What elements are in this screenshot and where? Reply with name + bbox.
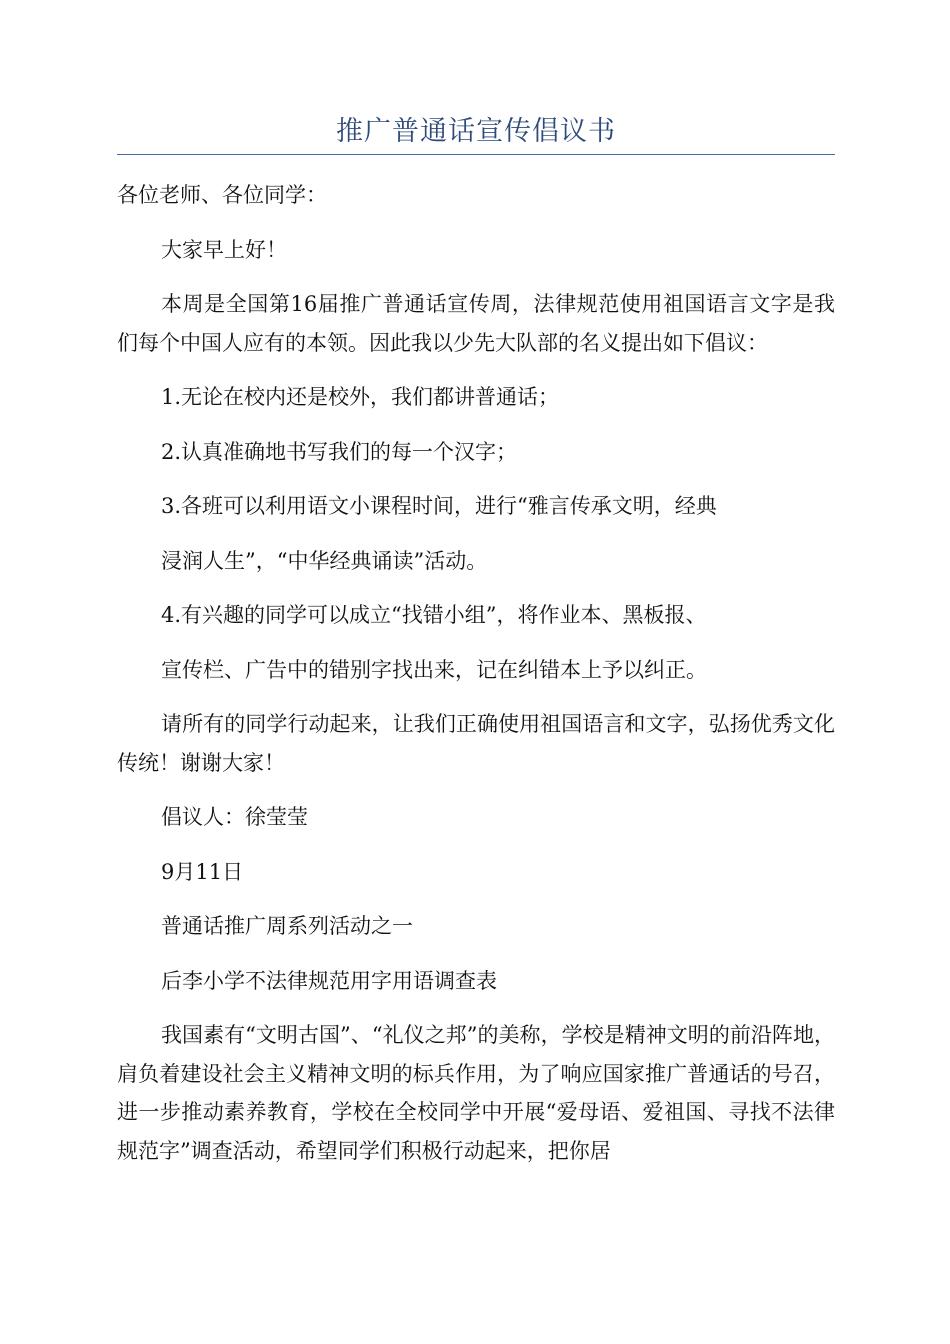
title-underline — [117, 154, 835, 155]
proposal-item-4-line-1: 4.有兴趣的同学可以成立“找错小组”，将作业本、黑板报、 — [161, 603, 707, 627]
document-title: 推广普通话宣传倡议书 — [336, 116, 616, 147]
proposal-item-2: 2.认真准确地书写我们的每一个汉字； — [161, 439, 518, 464]
closing-paragraph: 请所有的同学行动起来，让我们正确使用祖国语言和文字，弘扬优秀文化传统！谢谢大家！ — [117, 712, 835, 775]
proposal-item-4-line-2: 宣传栏、广告中的错别字找出来，记在纠错本上予以纠正。 — [161, 657, 707, 682]
document-body — [117, 176, 835, 1186]
proposal-item-3-line-2: 浸润人生”，“中华经典诵读”活动。 — [161, 548, 488, 573]
greeting: 大家早上好！ — [161, 237, 287, 262]
signature-line: 倡议人：徐莹莹 — [161, 805, 308, 829]
salutation: 各位老师、各位同学： — [117, 183, 327, 207]
proposal-item-1: 1.无论在校内还是校外，我们都讲普通话； — [161, 385, 560, 409]
section-subtitle: 普通话推广周系列活动之一 — [161, 914, 413, 938]
date-line: 9月11日 — [161, 859, 244, 884]
survey-paragraph: 我国素有“文明古国”、“礼仪之邦”的美称，学校是精神文明的前沿阵地，肩负着建设社会主义精神文明的标兵作用，为了响应国家推广普通话的号召，进一步推动素养教育，学校在全校同学中开展“爱母语、爱祖国、寻找不法律规范字”调查活动，希望同学们积极行动起来，把你居 — [117, 1023, 835, 1163]
proposal-item-3-line-1: 3.各班可以利用语文小课程时间，进行“雅言传承文明，经典 — [161, 494, 717, 518]
survey-title: 后李小学不法律规范用字用语调查表 — [161, 968, 497, 993]
intro-paragraph: 本周是全国第16届推广普通话宣传周，法律规范使用祖国语言文字是我们每个中国人应有的本领。因此我以少先大队部的名义提出如下倡议： — [117, 292, 835, 355]
